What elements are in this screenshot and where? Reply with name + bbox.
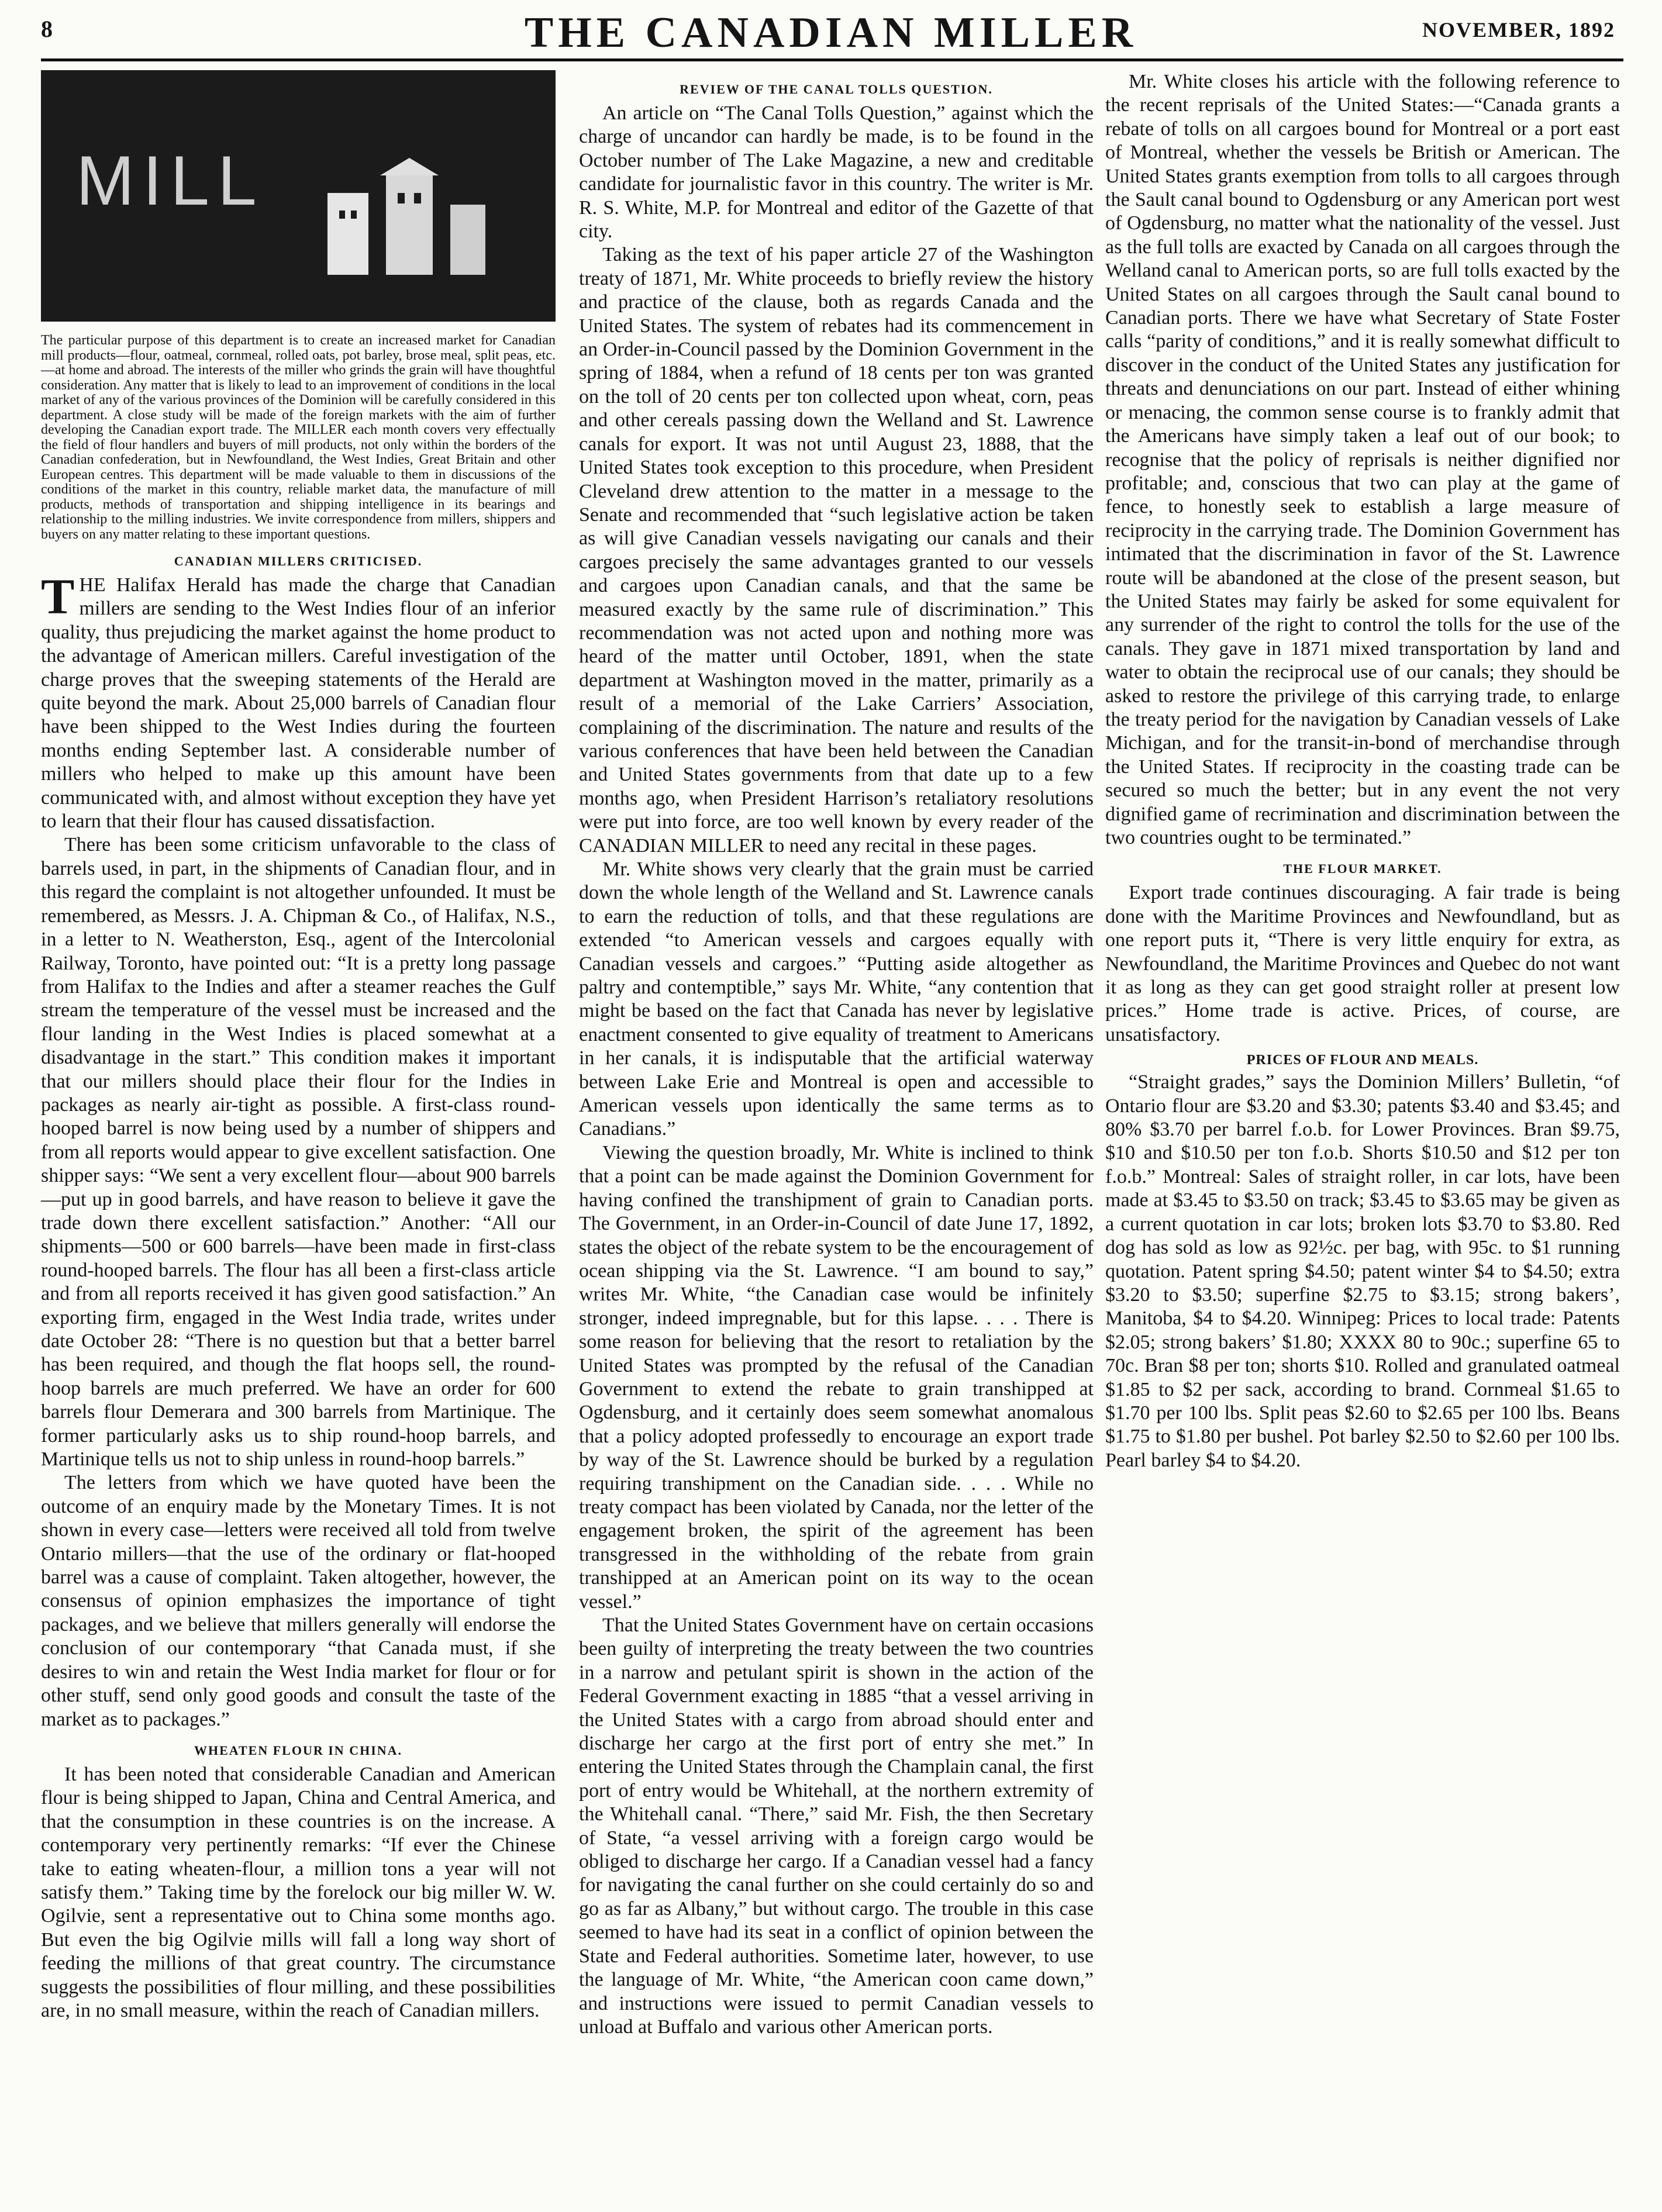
- heading-flour-market: THE FLOUR MARKET.: [1283, 861, 1442, 876]
- department-banner: [41, 70, 556, 322]
- paragraph-text: HE Halifax Herald has made the charge that Canadian millers are sending to the West Indies flour of an inferior quality, thus prejudicing the market against the home product to the advantage of American millers. Careful investigation of the charge proves that the sweeping statements of the Herald are quite beyond the mark. About 25,000 barrels of Canadian flour have been shipped to the West Indies during the fourteen months ending September last. A considerable number of millers who helped to make up this amount have been communicated with, and almost without exception they have yet to learn that their flour has caused dissatisfaction.: [41, 574, 556, 833]
- banner-word: MILL: [76, 142, 265, 220]
- subheading-prices: PRICES OF FLOUR AND MEALS.: [1246, 1052, 1479, 1068]
- paragraph: Mr. White closes his article with the following reference to the recent reprisals of the United States:—“Canada grants a rebate of tolls on all cargoes bound for Montreal or a port east of Montreal, whether the vessels be British or American. The United States grants exemption from tolls to all cargoes through the Sault canal bound to Ogdensburg or any American port west of Ogdensburg, no matter what the nationality of the vessel. Just as the full tolls are exacted by Canada on all cargoes through the Welland canal to American ports, so are full tolls exacted by the United States on all cargoes through the Sault canal bound to Canadian ports. There we have what Secretary of State Foster calls “parity of conditions,” and it is really somewhat difficult to discover in the conduct of the United States any justification for threats and denunciations on our part. Instead of either whining or menacing, the common sense course is to frankly admit that the Americans have simply taken a leaf out of our book; to recognise that the policy of reprisals is neither dignified nor profitable; and, conscious that two can play at the game of fence, to honestly seek to establish a large measure of reciprocity in the carrying trade. The Dominion Government has intimated that the discrimination in favor of the St. Lawrence route will be abandoned at the close of the present season, but the United States may fairly be asked for some equivalent for any surrender of the right to control the tolls for the use of the canals. They gave in 1871 mixed transportation by land and water to obtain the reciprocal use of our canals; they should be asked to restore the privilege of this carrying trade, to enlarge the treaty period for the navigation by Canadian vessels of Lake Michigan, and for the transit-in-bond of merchandise through the United States. If reciprocity in the coasting trade can be secured so much the better; but in any event the not very dignified game of recrimination and discrimination between the two countries ought to be terminated.”: [1105, 71, 1620, 848]
- header-rule: [41, 58, 1623, 61]
- paragraph: That the United States Government have on certain occasions been guilty of interpreting the treaty between the two countries in a narrow and petulant spirit is shown in the action of the Federal Government exacting in 1885 “that a vessel arriving in the United States with a cargo from abroad should enter and discharge her cargo at the first port of entry she met.” In entering the United States through the Champlain canal, the first port of entry would be Whitehall, at the northern extremity of the Whitehall canal. “There,” said Mr. Fish, the then Secretary of State, “a vessel arriving with a foreign cargo would be obliged to discharge her cargo. If a Canadian vessel had a fancy for navigating the canal further on she could certainly do so and go as far as Albany,” but without cargo. The trouble in this case seemed to have had its seat in a conflict of opinion between the State and Federal authorities. Sometime later, however, to use the language of Mr. White, “the American coon came down,” and instructions were issued to permit Canadian vessels to unload at Buffalo and various other American ports.: [579, 1614, 1094, 2038]
- paragraph: It has been noted that considerable Canadian and American flour is being shipped to Japan, China and Central America, and that the consumption in these countries is on the increase. A contemporary very pertinently remarks: “If ever the Chinese take to eating wheaten-flour, a million tons a year will not satisfy them.” Taking time by the forelock our big miller W. W. Ogilvie, sent a representative out to China some months ago. But even the big Ogilvie mills will fall a long way short of feeding the millions of that great country. The circumstance suggests the possibilities of flour milling, and these possibilities are, in no small measure, within the reach of Canadian millers.: [41, 1763, 556, 2021]
- paragraph: An article on “The Canal Tolls Question,” against which the charge of uncandor can hardly be made, is to be found in the October number of The Lake Magazine, a new and creditable candidate for journalistic favor in this country. The writer is Mr. R. S. White, M.P. for Montreal and editor of the Gazette of that city.: [579, 102, 1094, 243]
- paragraph: [41, 568, 556, 833]
- paragraph: Taking as the text of his paper article 27 of the Washington treaty of 1871, Mr. White proceeds to briefly review the history and practice of the clause, both as regards Canada and the United States. The system of rebates had its commencement in an Order-in-Council passed by the Dominion Government in the spring of 1884, when a refund of 18 cents per ton was granted on the toll of 20 cents per ton collected upon wheat, corn, peas and other cereals passing down the Welland and St. Lawrence canals for export. It was not until August 23, 1888, that the United States took exception to this procedure, when President Cleveland drew attention to the matter in a message to the Senate and recommended that “such legislative action be taken as will give Canadian vessels navigating our canals and their cargoes precisely the same advantages granted to our vessels and cargoes upon Canadian canals, and that the same be measured exactly by the same rule of discrimination.” This recommendation was not acted upon and nothing more was heard of the matter until October, 1891, when the state department at Washington moved in the matter, primarily as a result of a memorial of the Lake Carriers’ Association, complaining of the discrimination. The nature and results of the various conferences that have been held between the Canadian and United States governments from that date up to a few months ago, when President Harrison’s retaliatory resolutions were put into force, are too well known by every reader of the CANADIAN MILLER to need any recital in these pages.: [579, 244, 1094, 857]
- paragraph: Export trade continues discouraging. A fair trade is being done with the Maritime Provinces and Newfoundland, but as one report puts it, “There is very little enquiry for extra, as Newfoundland, the Maritime Provinces and Quebec do not want it as long as they can get good straight roller at present low prices.” Home trade is active. Prices, of course, are unsatisfactory.: [1105, 882, 1620, 1045]
- paragraph: The letters from which we have quoted have been the outcome of an enquiry made by the Monetary Times. It is not shown in every case—letters were received all told from twelve Ontario millers—that the use of the ordinary or flat-hooped barrel was a cause of complaint. Taken altogether, however, the consensus of opinion emphasizes the importance of tight packages, and we believe that millers generally will endorse the conclusion of our contemporary “that Canada must, if she desires to win and retain the West India market for flour or for other stuff, send only good goods and consult the taste of the market as to packages.”: [41, 1472, 556, 1730]
- masthead-title: THE CANADIAN MILLER: [524, 9, 1138, 57]
- drop-cap: T: [41, 568, 75, 624]
- department-intro: The particular purpose of this department is to create an increased market for Canadian mill products—flour, oatmeal, cornmeal, rolled oats, pot barley, brose meal, split peas, etc.—at home and abroad. The interests of the miller who grinds the grain will have thoughtful consideration. Any matter that is likely to lead to an improvement of conditions in the local market of any of the various provinces of the Dominion will be carefully considered in this department. A close study will be made of the foreign markets with the aim of further developing the Canadian export trade. The MILLER each month covers very effectually the field of flour handlers and buyers of mill products, not only within the borders of the Canadian confederation, but in Newfoundland, the West Indies, Great Britain and other European centres. This department will be made valuable to them in discussions of the conditions of the market in this country, reliable market data, the manufacture of mill products, methods of transportation and shipping intelligence in its bearings and relationship to the milling industries. We invite correspondence from millers, shippers and buyers on any matter relating to these important questions.: [41, 333, 556, 542]
- heading-flour-in-china: WHEATEN FLOUR IN CHINA.: [194, 1742, 403, 1758]
- column-2: [579, 70, 1094, 2039]
- column-3: [1105, 70, 1620, 1472]
- heading-canal-tolls: REVIEW OF THE CANAL TOLLS QUESTION.: [680, 82, 993, 96]
- page-number: 8: [41, 16, 53, 42]
- paragraph: Mr. White shows very clearly that the grain must be carried down the whole length of the Welland and St. Lawrence canals to earn the reduction of tolls, and that these regulations are extended “to American vessels and cargoes equally with Canadian vessels and cargoes.” “Putting aside altogether as paltry and contemptible,” says Mr. White, “any contention that might be based on the fact that Canada has never by legislative enactment consented to give equality of treatment to Americans in her canals, it is indisputable that the artificial waterway between Lake Erie and Montreal is open and accessible to American vessels upon identically the same terms as to Canadians.”: [579, 858, 1094, 1140]
- issue-date: NOVEMBER, 1892: [1422, 18, 1615, 42]
- column-1: [41, 70, 556, 2023]
- paragraph: “Straight grades,” says the Dominion Millers’ Bulletin, “of Ontario flour are $3.20 and $3.30; patents $3.40 and $3.45; and 80% $3.70 per barrel f.o.b. for Lower Provinces. Bran $9.75, $10 and $10.50 per ton f.o.b. Shorts $10.50 and $12 per ton f.o.b.” Montreal: Sales of straight roller, in car lots, have been made at $3.45 to $3.50 on track; $3.45 to $3.65 may be given as a current quotation in car lots; broken lots $3.70 to $3.80. Red dog has sold as low as 92½c. per bag, with 95c. to $1 running quotation. Patent spring $4.50; patent winter $4 to $4.50; extra $3.20 to $3.50; superfine $2.75 to $3.15; strong bakers’, Manitoba, $4 to $4.20. Winnipeg: Prices to local trade: Patents $2.05; strong bakers’ $1.80; XXXX 80 to 90c.; superfine 65 to 70c. Bran $8 per ton; shorts $10. Rolled and granulated oatmeal $1.85 to $2 per sack, according to brand. Cornmeal $1.65 to $1.70 per 100 lbs. Split peas $2.60 to $2.65 per 100 lbs. Beans $1.75 to $1.80 per bushel. Pot barley $2.50 to $2.60 per 100 lbs. Pearl barley $4 to $4.20.: [1105, 1071, 1620, 1471]
- mill-illustration: [316, 158, 503, 275]
- heading-millers-criticised: CANADIAN MILLERS CRITICISED.: [174, 554, 423, 568]
- paragraph: Viewing the question broadly, Mr. White is inclined to think that a point can be made against the Dominion Government for having confined the transhipment of grain to Canadian ports. The Government, in an Order-in-Council of date June 17, 1892, states the object of the rebate system to be the encouragement of ocean shipping via the St. Lawrence. “I am bound to say,” writes Mr. White, “the Canadian case would be infinitely stronger, indeed impregnable, but for this lapse. . . . There is some reason for believing that the resort to retaliation by the United States was prompted by the refusal of the Canadian Government to extend the rebate to grain transhipped at Ogdensburg, and it certainly does seem somewhat anomalous that a policy adopted professedly to encourage an export trade by way of the St. Lawrence should be burked by a regulation requiring transhipment on the Canadian side. . . . While no treaty compact has been violated by Canada, nor the letter of the engagement broken, the spirit of the agreement has been transgressed in the withholding of the rebate from grain transhipped at an American point on its way to the ocean vessel.”: [579, 1141, 1094, 1613]
- paragraph: There has been some criticism unfavorable to the class of barrels used, in part, in the shipments of Canadian flour, and in this regard the complaint is not altogether unfounded. It must be remembered, as Messrs. J. A. Chipman & Co., of Halifax, N.S., in a letter to N. Weatherston, Esq., agent of the Intercolonial Railway, Toronto, have pointed out: “It is a pretty long passage from Halifax to the Indies and after a steamer reaches the Gulf stream the temperature of the vessel must be increased and the flour landing in the West Indies is placed somewhat at a disadvantage in the start.” This condition makes it important that our millers should place their flour for the Indies in packages as nearly air-tight as possible. A first-class round-hooped barrel is now being used by a number of shippers and from all reports would appear to give excellent satisfaction. One shipper says: “We sent a very excellent flour—about 900 barrels—put up in good barrels, and have reason to believe it gave the trade down there excellent satisfaction.” Another: “All our shipments—500 or 600 barrels—have been made in first-class round-hooped barrels. The flour has all been a first-class article and from all reports received it has given good satisfaction.” An exporting firm, engaged in the West India trade, writes under date October 28: “There is no question but that a better barrel has been required, and though the flat hoops sell, the round-hoop barrels are much preferred. We have an order for 600 barrels flour Demerara and 300 barrels from Martinique. The former particularly asks us to ship round-hoop barrels, and Martinique tells us not to ship unless in round-hoop barrels.”: [41, 834, 556, 1471]
